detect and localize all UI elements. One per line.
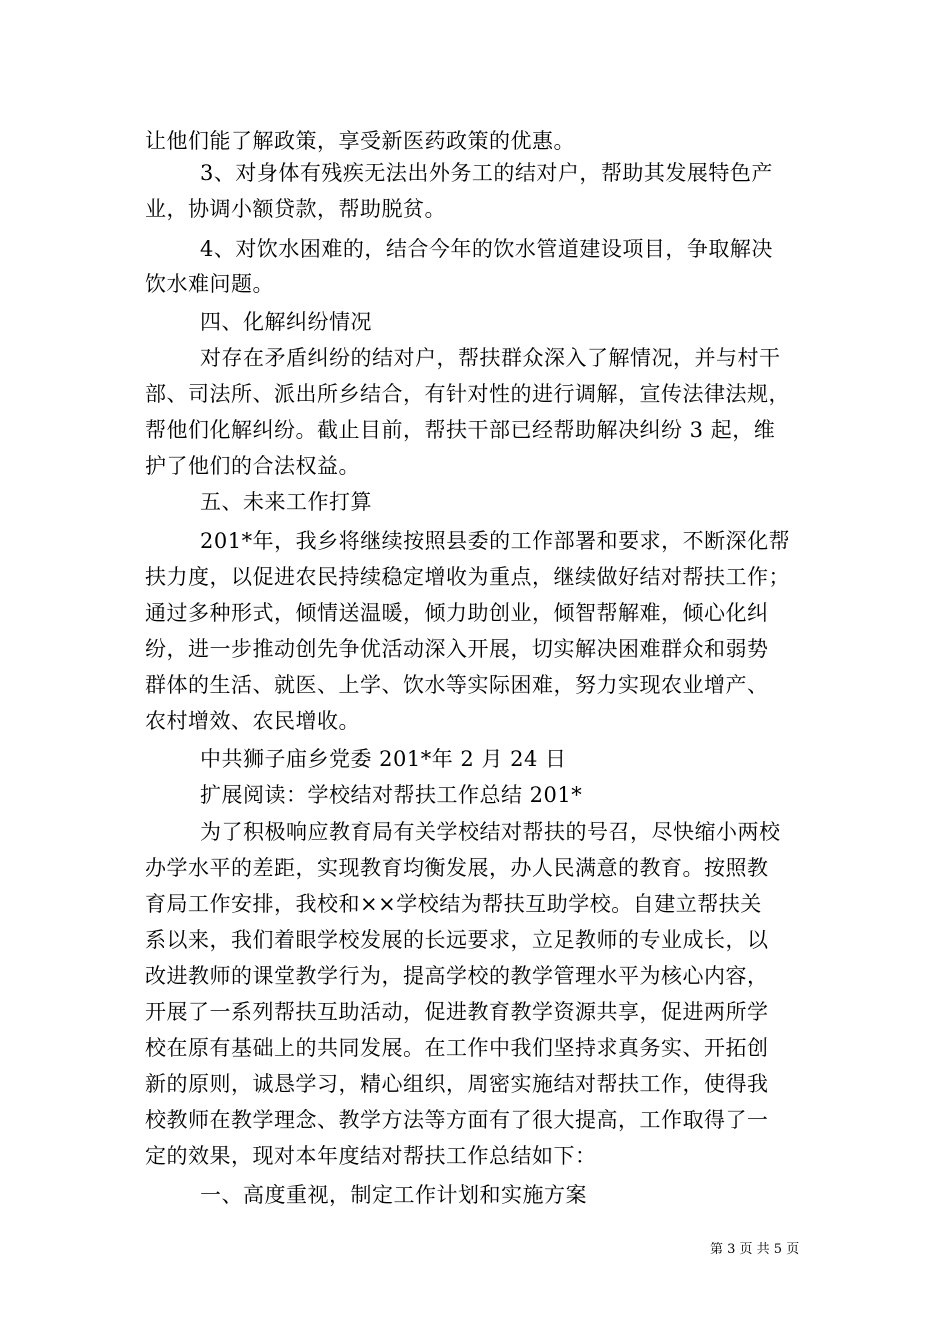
text-line: 帮他们化解纠纷。截止目前，帮扶干部已经帮助解决纠纷 3 起，维 xyxy=(145,418,776,442)
text-line: 校教师在教学理念、教学方法等方面有了很大提高，工作取得了一 xyxy=(145,1108,769,1132)
text-line: 为了积极响应教育局有关学校结对帮扶的号召，尽快缩小两校 xyxy=(200,820,781,844)
text-line: 扶力度，以促进农民持续稳定增收为重点，继续做好结对帮扶工作； xyxy=(145,565,790,589)
text-line: 系以来，我们着眼学校发展的长远要求，立足教师的专业成长，以 xyxy=(145,928,769,952)
text-line: 饮水难问题。 xyxy=(145,272,274,296)
text-line: 开展了一系列帮扶互助活动，促进教育教学资源共享，促进两所学 xyxy=(145,1000,769,1024)
text-line: 定的效果，现对本年度结对帮扶工作总结如下： xyxy=(145,1144,597,1168)
text-line: 改进教师的课堂教学行为，提高学校的教学管理水平为核心内容， xyxy=(145,964,769,988)
text-line: 校在原有基础上的共同发展。在工作中我们坚持求真务实、开拓创 xyxy=(145,1036,769,1060)
text-line: 纷，进一步推动创先争优活动深入开展，切实解决困难群众和弱势 xyxy=(145,637,769,661)
text-line: 通过多种形式，倾情送温暖，倾力助创业，倾智帮解难，倾心化纠 xyxy=(145,601,769,625)
section-heading: 五、未来工作打算 xyxy=(200,490,372,514)
text-line: 4、对饮水困难的，结合今年的饮水管道建设项目，争取解决 xyxy=(200,237,773,261)
text-line: 农村增效、农民增收。 xyxy=(145,709,360,733)
text-line: 护了他们的合法权益。 xyxy=(145,454,360,478)
signature-date: 中共狮子庙乡党委 201*年 2 月 24 日 xyxy=(200,747,567,771)
section-heading: 四、化解纠纷情况 xyxy=(200,310,372,334)
page-number: 第 3 页 共 5 页 xyxy=(710,1242,800,1257)
section-heading: 一、高度重视，制定工作计划和实施方案 xyxy=(200,1183,587,1207)
text-line: 办学水平的差距，实现教育均衡发展，办人民满意的教育。按照教 xyxy=(145,856,769,880)
text-line: 育局工作安排，我校和××学校结为帮扶互助学校。自建立帮扶关 xyxy=(145,892,762,916)
text-line: 部、司法所、派出所乡结合，有针对性的进行调解，宣传法律法规， xyxy=(145,382,790,406)
text-line: 201*年，我乡将继续按照县委的工作部署和要求，不断深化帮 xyxy=(200,529,791,553)
text-line: 业，协调小额贷款，帮助脱贫。 xyxy=(145,197,446,221)
text-line: 让他们能了解政策，享受新医药政策的优惠。 xyxy=(145,129,575,153)
extended-reading-title: 扩展阅读：学校结对帮扶工作总结 201* xyxy=(200,783,583,807)
text-line: 群体的生活、就医、上学、饮水等实际困难，努力实现农业增产、 xyxy=(145,673,769,697)
text-line: 新的原则，诚恳学习，精心组织，周密实施结对帮扶工作，使得我 xyxy=(145,1072,769,1096)
text-line: 3、对身体有残疾无法出外务工的结对户，帮助其发展特色产 xyxy=(200,161,773,185)
text-line: 对存在矛盾纠纷的结对户，帮扶群众深入了解情况，并与村干 xyxy=(200,346,781,370)
